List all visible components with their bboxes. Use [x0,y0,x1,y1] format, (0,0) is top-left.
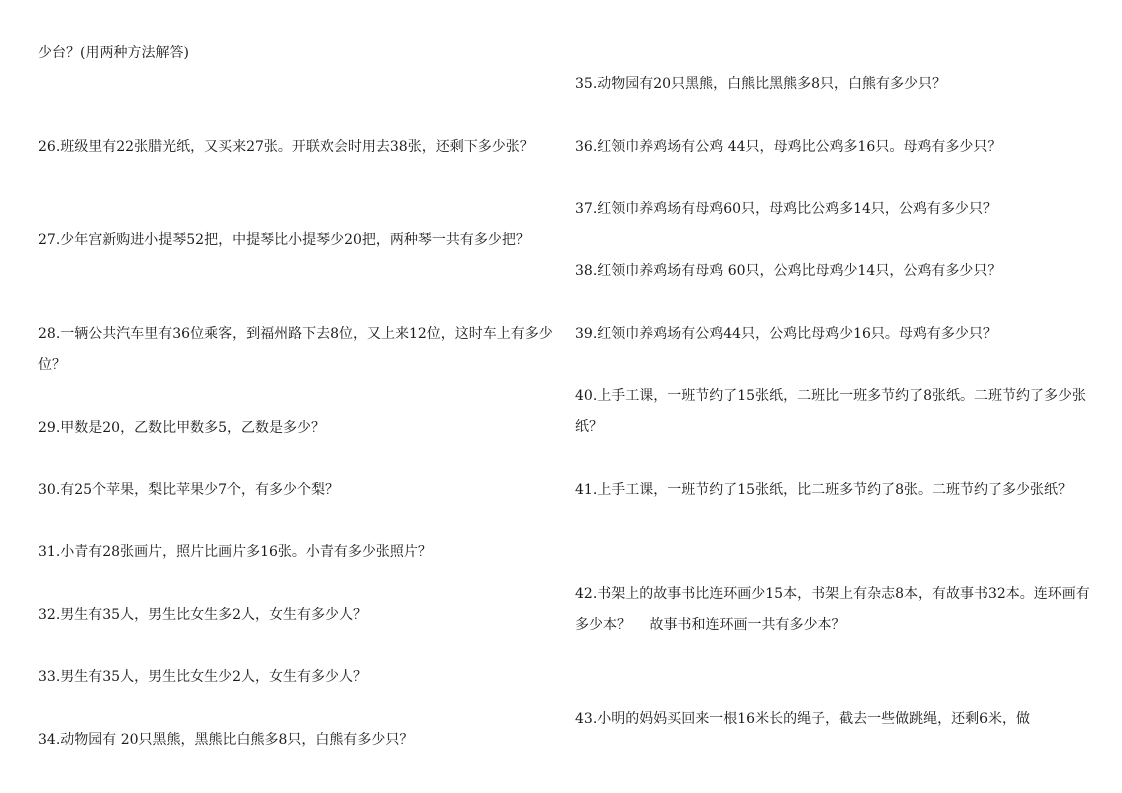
question-25-continuation: 少台？(用两种方法解答) [38,45,189,61]
question-36: 36.红领巾养鸡场有公鸡 44只，母鸡比公鸡多16只。母鸡有多少只？ [575,139,1002,155]
question-32: 32.男生有35人，男生比女生多2人，女生有多少人？ [38,607,367,623]
question-37: 37.红领巾养鸡场有母鸡60只，母鸡比公鸡多14只，公鸡有多少只？ [575,201,997,217]
question-34: 34.动物园有 20只黑熊，黑熊比白熊多8只，白熊有多少只？ [38,732,414,748]
question-42: 42.书架上的故事书比连环画少15本，书架上有杂志8本，有故事书32本。连环画有多少本？ 故事书和连环画一共有多少本？ [575,586,1090,633]
question-27: 27.少年宫新购进小提琴52把，中提琴比小提琴少20把，两种琴一共有多少把？ [38,232,530,248]
question-31: 31.小青有28张画片，照片比画片多16张。小青有多少张照片？ [38,544,432,560]
question-29: 29.甲数是20，乙数比甲数多5，乙数是多少？ [38,420,325,436]
question-33: 33.男生有35人，男生比女生少2人，女生有多少人？ [38,669,367,685]
question-28: 28.一辆公共汽车里有36位乘客，到福州路下去8位，又上来12位，这时车上有多少位？ [38,326,553,373]
question-35: 35.动物园有20只黑熊，白熊比黑熊多8只，白熊有多少只？ [575,76,946,92]
question-43: 43.小明的妈妈买回来一根16米长的绳子，截去一些做跳绳，还剩6米，做 [575,711,1030,727]
question-41: 41.上手工课，一班节约了15张纸，比二班多节约了8张。二班节约了多少张纸？ [575,482,1072,498]
question-38: 38.红领巾养鸡场有母鸡 60只，公鸡比母鸡少14只，公鸡有多少只？ [575,263,1002,279]
question-40: 40.上手工课，一班节约了15张纸，二班比一班多节约了8张纸。二班节约了多少张纸？ [575,388,1086,435]
question-26: 26.班级里有22张腊光纸，又买来27张。开联欢会时用去38张，还剩下多少张？ [38,139,534,155]
question-39: 39.红领巾养鸡场有公鸡44只，公鸡比母鸡少16只。母鸡有多少只？ [575,326,997,342]
question-30: 30.有25个苹果，梨比苹果少7个，有多少个梨？ [38,482,339,498]
